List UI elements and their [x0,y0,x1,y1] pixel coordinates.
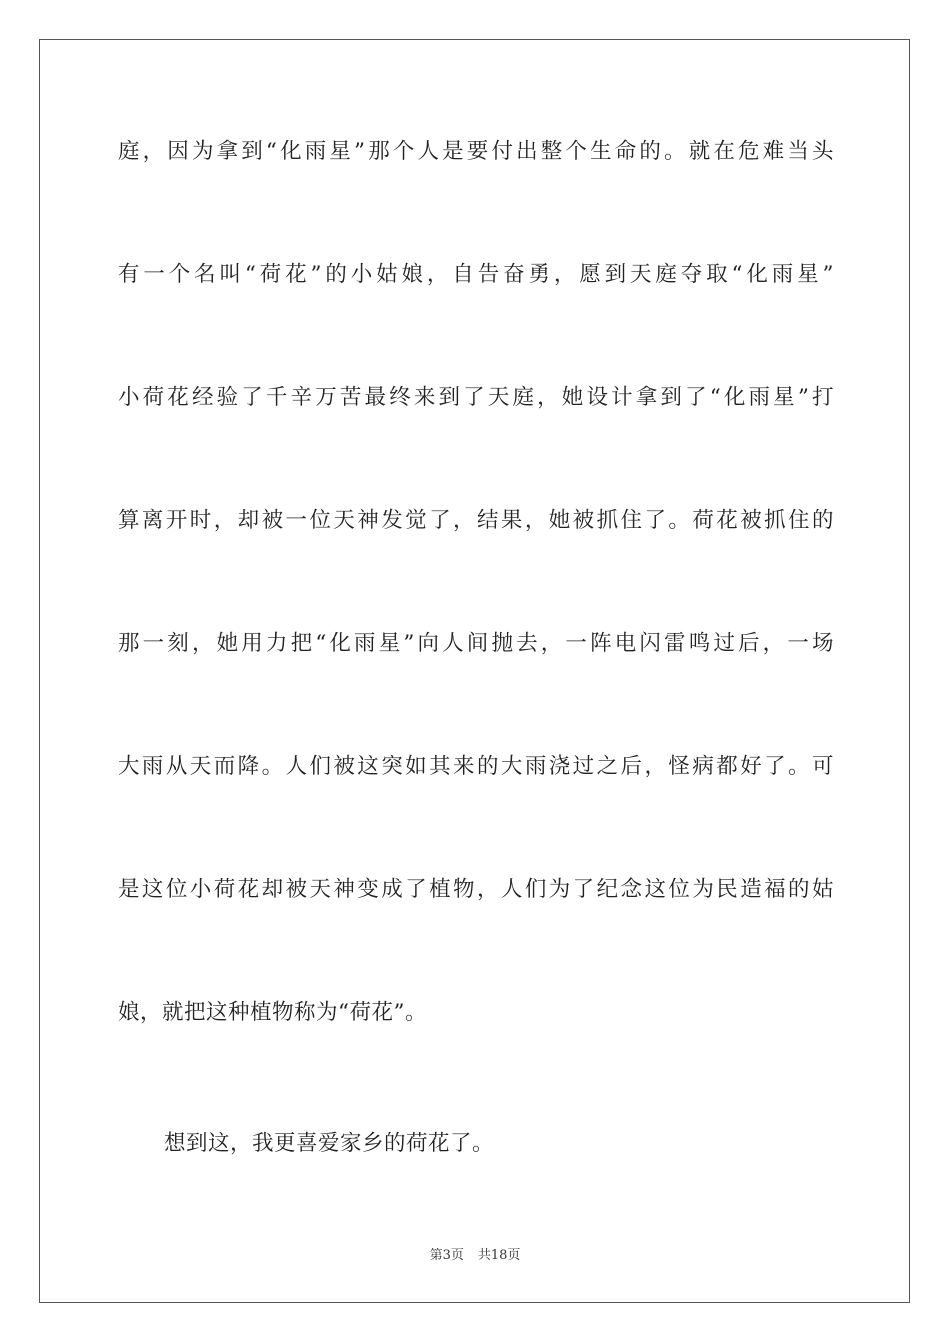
closing-paragraph: 想到这，我更喜爱家乡的荷花了。 [164,1131,495,1156]
body-text-line-3: 小荷花经验了千辛万苦最终来到了天庭，她设计拿到了“化雨星”打 [118,385,834,410]
page-total: 共18页 [477,1248,521,1263]
body-text-line-6: 大雨从天而降。人们被这突如其来的大雨浇过之后，怪病都好了。可 [118,754,834,779]
body-text-line-2: 有一个名叫“荷花”的小姑娘，自告奋勇，愿到天庭夺取“化雨星” [118,262,834,287]
page-footer [0,1247,950,1265]
body-text-line-5: 那一刻，她用力把“化雨星”向人间抛去，一阵电闪雷鸣过后，一场 [118,631,834,656]
body-text-line-7: 是这位小荷花却被天神变成了植物，人们为了纪念这位为民造福的姑 [118,877,834,902]
body-text-line-1: 庭，因为拿到“化雨星”那个人是要付出整个生命的。就在危难当头 [118,139,834,164]
body-text-line-4: 算离开时，却被一位天神发觉了，结果，她被抓住了。荷花被抓住的 [118,508,834,533]
page-number: 第3页 [429,1248,464,1263]
page-border [39,39,910,1303]
body-text-line-8: 娘，就把这种植物称为“荷花”。 [118,1000,427,1025]
